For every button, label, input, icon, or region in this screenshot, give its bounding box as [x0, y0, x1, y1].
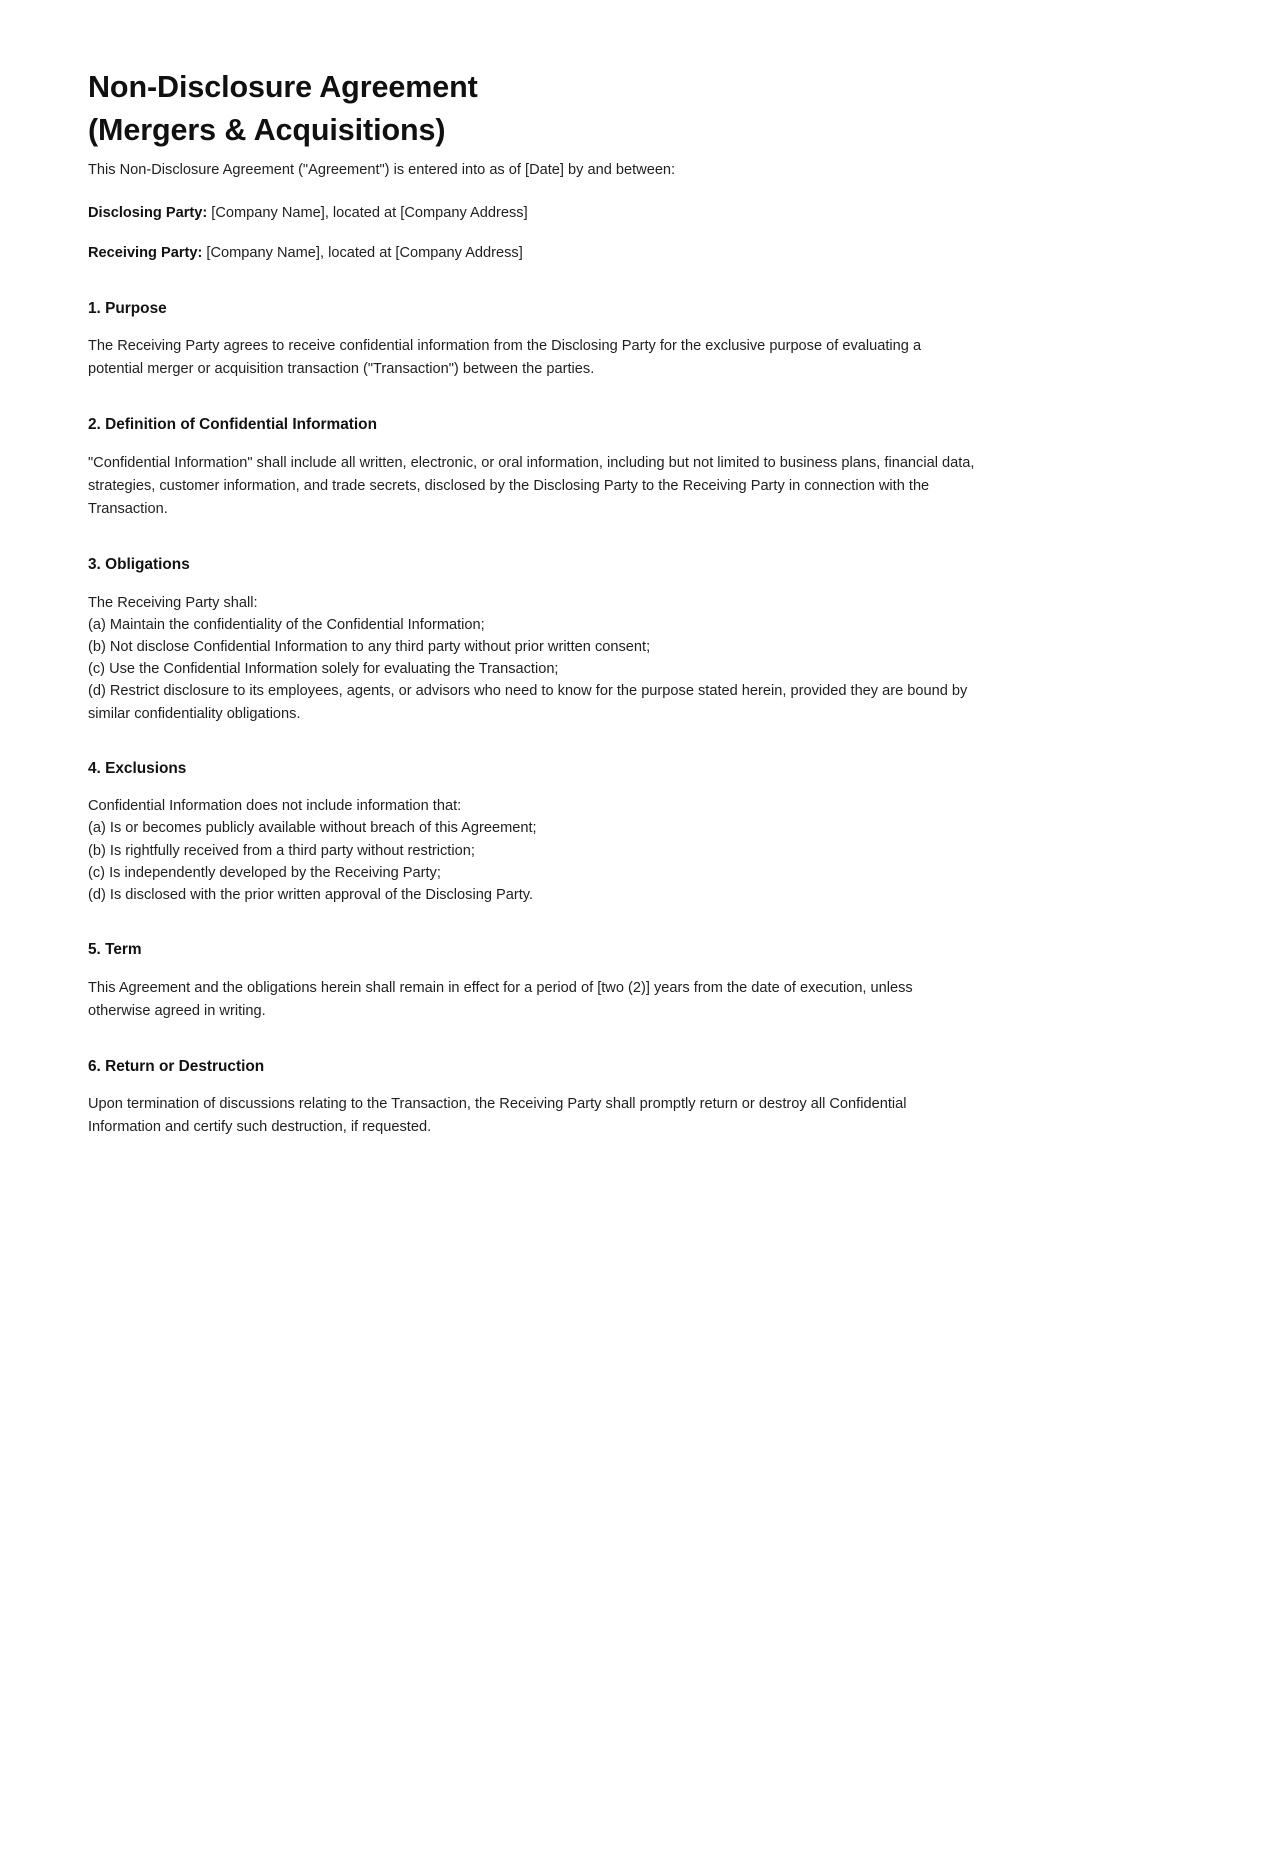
- section-heading-purpose: 1. Purpose: [88, 299, 167, 317]
- exclusions-lead: Confidential Information does not include information that:: [88, 798, 462, 815]
- obligations-item-c: (c) Use the Confidential Information solely for evaluating the Transaction;: [88, 661, 559, 678]
- section-body-return-or-destruction: Upon termination of discussions relating to the Transaction, the Receiving Party shall promptly return or destroy all Confidential Information and certify such destruction, if requested.: [88, 1096, 907, 1136]
- obligations-item-b: (b) Not disclose Confidential Information to any third party without prior written consent;: [88, 639, 651, 655]
- obligations-item-d: (d) Restrict disclosure to its employees, agents, or advisors who need to know for the purpose stated herein, provided they are bound by similar confidentiality obligations.: [88, 683, 968, 722]
- section-heading-exclusions: 4. Exclusions: [88, 759, 187, 777]
- section-body-purpose: The Receiving Party agrees to receive confidential information from the Disclosing Party for the exclusive purpose of evaluating a potential merger or acquisition transaction ("Transaction") between the parties.: [88, 338, 922, 378]
- exclusions-item-c: (c) Is independently developed by the Receiving Party;: [88, 864, 441, 881]
- exclusions-item-a: (a) Is or becomes publicly available without breach of this Agreement;: [88, 820, 537, 837]
- page-title-line-1: Non-Disclosure Agreement: [88, 70, 478, 104]
- disclosing-party-line: [88, 202, 975, 225]
- section-body-exclusions: [88, 795, 975, 906]
- receiving-party-value: [Company Name], located at [Company Address]: [202, 244, 523, 261]
- obligations-lead: The Receiving Party shall:: [88, 594, 258, 611]
- document-end-spacer: [88, 1156, 975, 1157]
- disclosing-party-value: [Company Name], located at [Company Address]: [207, 204, 528, 221]
- section-body-definition: "Confidential Information" shall include all written, electronic, or oral information, including but not limited to business plans, financial data, strategies, customer information, and trade secrets, disclosed by the Disclosing Party to the Receiving Party in connection with the Transaction.: [88, 454, 975, 518]
- section-heading-obligations: 3. Obligations: [88, 556, 190, 574]
- agreement-intro-paragraph: This Non-Disclosure Agreement ("Agreement") is entered into as of [Date] by and between:: [88, 161, 676, 178]
- section-heading-term: 5. Term: [88, 941, 142, 959]
- receiving-party-label: Receiving Party:: [88, 244, 203, 261]
- section-heading-return-or-destruction: 6. Return or Destruction: [88, 1057, 265, 1075]
- exclusions-item-b: (b) Is rightfully received from a third party without restriction;: [88, 842, 475, 859]
- exclusions-item-d: (d) Is disclosed with the prior written approval of the Disclosing Party.: [88, 886, 534, 903]
- document-body: [88, 66, 975, 1157]
- section-heading-definition: 2. Definition of Confidential Information: [88, 416, 377, 434]
- page-title: [88, 66, 975, 153]
- section-body-obligations: [88, 592, 975, 725]
- page-title-line-2: (Mergers & Acquisitions): [88, 113, 446, 148]
- section-body-term: This Agreement and the obligations herein shall remain in effect for a period of [two (2)] years from the date of execution, unless otherwise agreed in writing.: [88, 979, 913, 1019]
- receiving-party-line: [88, 242, 975, 265]
- disclosing-party-label: Disclosing Party:: [88, 204, 208, 221]
- obligations-item-a: (a) Maintain the confidentiality of the Confidential Information;: [88, 616, 485, 633]
